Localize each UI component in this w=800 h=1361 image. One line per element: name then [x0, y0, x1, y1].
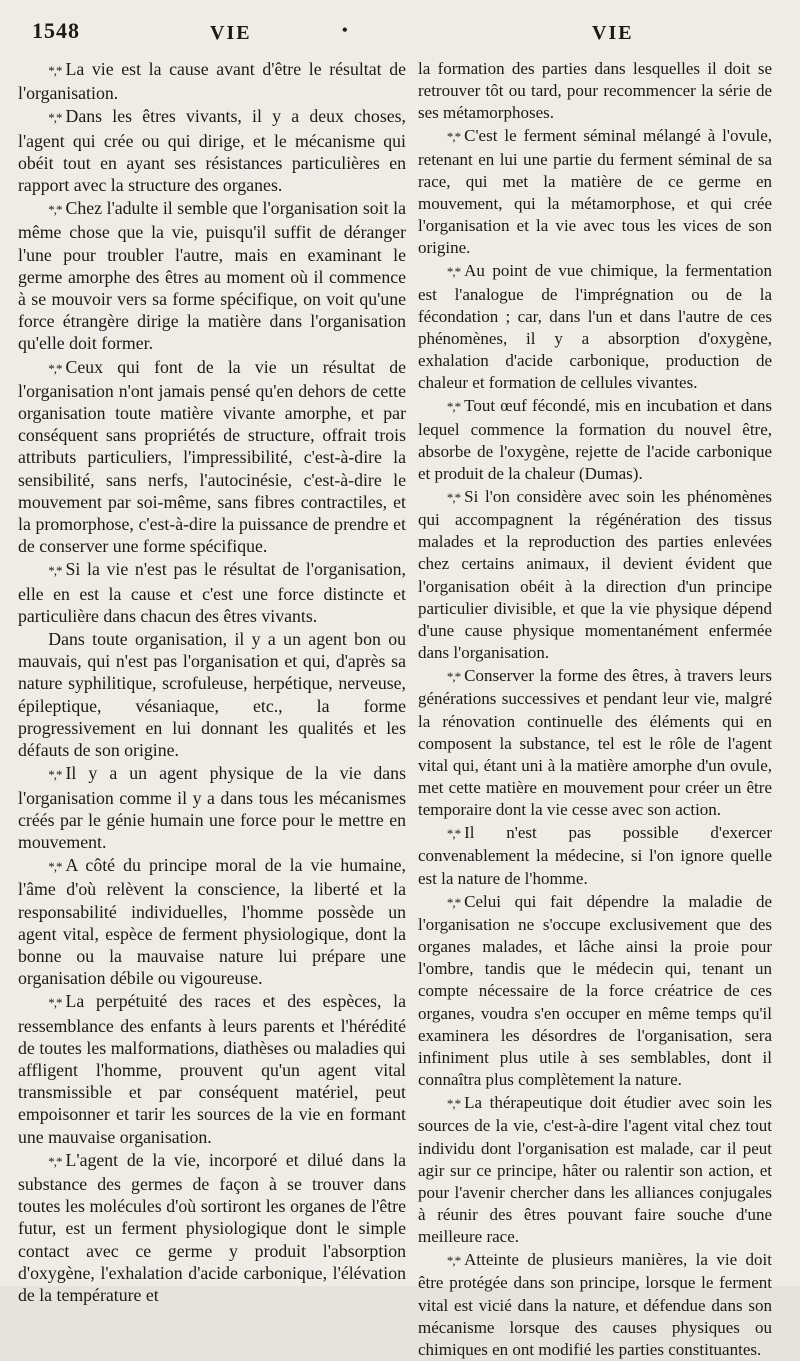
paragraph — [418, 260, 772, 394]
paragraph-text: Conserver la forme des êtres, à travers leurs générations successives et pendant leur vie, malgré la rénovation continuelle des éléments qui en composent la substance, tel est le rôle de l'agent vital qui, étant uni à la matière amorphe d'un ovule, met cette matière en mouvement pour créer un être temporaire dont la vie cesse avec son action. — [418, 666, 772, 820]
asterism-icon: *,* — [446, 399, 461, 415]
running-header — [32, 18, 780, 52]
paragraph-text: L'agent de la vie, incorporé et dilué dans la substance des germes de façon à se trouver dans toutes les molécules d'où sortiront les organes de l'être futur, est un ferment physiologique dont le simple contact avec ce germe y produit l'absorption d'oxygène, l'exhalation d'acide carbonique, l'élévation de la température et — [18, 1149, 406, 1305]
header-ornament: • — [342, 22, 348, 39]
paragraph — [18, 197, 406, 354]
paragraph — [18, 628, 406, 761]
asterism-icon: *,* — [48, 63, 62, 78]
paragraph — [18, 356, 406, 558]
paragraph — [18, 990, 406, 1147]
paragraph — [18, 762, 406, 853]
paragraph-text: la formation des parties dans lesquelles il doit se retrouver tôt ou tard, pour recommencer la série de ses métamorphoses. — [418, 59, 772, 123]
paragraph-text: C'est le ferment séminal mélangé à l'ovule, retenant en lui une partie du ferment séminal de sa race, qui met la matière de ce germe en mouvement, qui la métamorphose, et qui crée l'organisation et la vie avec tous les vices de son origine. — [418, 126, 772, 258]
asterism-icon: *,* — [48, 563, 62, 579]
paragraph-text: La perpétuité des races et des espèces, la ressemblance des enfants à leurs parents et l'hérédité de toutes les malformations, diathèses ou maladies qui affligent l'homme, prouvent qu'un agent vital transmissible et par conséquent matériel, peut empoisonner et tarir les sources de la vie en formant une mauvaise organisation. — [18, 991, 406, 1147]
paragraph — [418, 486, 772, 664]
paragraph — [18, 558, 406, 627]
asterism-icon: *,* — [446, 894, 461, 910]
asterism-icon: *,* — [446, 1253, 461, 1269]
left-column — [18, 58, 406, 1305]
paragraph — [418, 125, 772, 259]
paragraph-text: Dans les êtres vivants, il y a deux choses, l'agent qui crée ou qui dirige, et le mécanisme qui obéit tout en ayant ses résistances particulières en rapport avec la structure des organes. — [18, 106, 406, 196]
paragraph-text: Celui qui fait dépendre la maladie de l'organisation ne s'occupe exclusivement que des organes malades, et lâche ainsi la proie pour l'ombre, tandis que le médecin qui, tenant un compte nécessaire de la force créatrice de ces organes, voudra s'en occuper en même temps qu'il examinera les désordres de l'organisation, sera infiniment plus utile à ses semblables, dont il connaîtra plus complètement la nature. — [418, 891, 772, 1090]
asterism-icon: *,* — [48, 767, 62, 783]
right-column — [418, 58, 772, 1359]
asterism-icon: *,* — [48, 1153, 62, 1169]
paragraph-text: Il n'est pas possible d'exercer convenablement la médecine, si l'on ignore quelle est la nature de l'homme. — [418, 823, 772, 888]
paragraph — [18, 58, 406, 104]
paragraph — [418, 1249, 772, 1361]
paragraph — [18, 854, 406, 989]
asterism-icon: *,* — [446, 129, 461, 145]
paragraph-text: Il y a un agent physique de la vie dans l'organisation comme il y a dans tous les mécanismes créés par le génie humain une force pour le mettre en mouvement. — [18, 763, 406, 852]
asterism-icon: *,* — [48, 360, 62, 376]
paragraph-text: La thérapeutique doit étudier avec soin les sources de la vie, c'est-à-dire l'agent vital chez tout individu dont l'organisation est malade, car il peut agir sur ce principe, hâter ou ralentir son action, et pour l'avenir chercher dans les alliances conjugales à réunir des êtres pouvant faire souche d'une meilleure race. — [418, 1093, 772, 1247]
asterism-icon: *,* — [446, 669, 461, 685]
paragraph-text: Ceux qui font de la vie un résultat de l'organisation n'ont jamais pensé qu'en dehors de cette organisation toute matière vivante amorphe, et par conséquent sans propriétés de structure, offrait trois attributs particuliers, l'impressibilité, c'est-à-dire la sensibilité, sans nerfs, l'autocinésie, c'est-à-dire le mouvement par soi-même, sans fibres contractiles, et la promorphose, c'est-à-dire la puissance de prendre et de conserver une forme spécifique. — [18, 356, 406, 557]
running-head-left: VIE — [210, 22, 252, 44]
asterism-icon: *,* — [446, 489, 461, 505]
running-head-right: VIE — [592, 22, 634, 44]
paragraph — [418, 665, 772, 821]
asterism-icon: *,* — [48, 202, 62, 218]
asterism-icon: *,* — [48, 110, 62, 126]
paragraph-text: A côté du principe moral de la vie humaine, l'âme d'où relèvent la conscience, la liberté et la responsabilité individuelles, l'homme possède un agent vital, espèce de ferment physiologique, dont la bonne ou la mauvaise nature lui prépare une organisation débile ou vigoureuse. — [18, 855, 406, 989]
paragraph-text: Tout œuf fécondé, mis en incubation et dans lequel commence la formation du nouvel être, absorbe de l'oxygène, rejette de l'acide carbonique et produit de la chaleur (Dumas). — [418, 396, 772, 483]
paragraph — [418, 1092, 772, 1248]
paragraph-text: Dans toute organisation, il y a un agent bon ou mauvais, qui n'est pas l'organisation et qui, d'après sa nature syphilitique, scrofuleuse, herpétique, nerveuse, épileptique, vésaniaque, etc., la forme progressivement en lui donnant les qualités et les défauts de son origine. — [18, 629, 406, 761]
asterism-icon: *,* — [48, 995, 62, 1011]
paragraph — [418, 395, 772, 485]
paragraph — [418, 58, 772, 124]
page-number: 1548 — [32, 18, 80, 43]
asterism-icon: *,* — [446, 264, 461, 280]
asterism-icon: *,* — [446, 826, 461, 842]
paragraph — [418, 891, 772, 1091]
paragraph-text: Si la vie n'est pas le résultat de l'organisation, elle en est la cause et c'est une force distincte et particulière dans chacun des êtres vivants. — [18, 559, 406, 626]
asterism-icon: *,* — [446, 1096, 461, 1112]
paragraph-text: Chez l'adulte il semble que l'organisation soit la même chose que la vie, puisqu'il suffit de déranger l'une pour troubler l'autre, mais en examinant le germe amorphe des êtres au moment où il commence à se mouvoir vers sa forme spécifique, on voit qu'une force étrangère dirige la matière dans l'organisation qu'elle doit former. — [18, 198, 406, 354]
paragraph-text: Atteinte de plusieurs manières, la vie doit être protégée dans son principe, lorsque le ferment vital est vicié dans la nature, et défendue dans son mécanisme lorsque des causes physiques ou chimiques en ont modifié les parties constituantes. — [418, 1250, 772, 1359]
paragraph — [18, 1149, 406, 1306]
paragraph-text: Au point de vue chimique, la fermentation est l'analogue de l'imprégnation ou de la fécondation ; car, dans l'un et dans l'autre de ces phénomènes, il y a absorption d'oxygène, exhalation d'acide carbonique, production de chaleur et formation de cellules vivantes. — [418, 261, 772, 393]
paragraph — [418, 822, 772, 889]
paragraph-text: La vie est la cause avant d'être le résultat de l'organisation. — [18, 59, 406, 104]
asterism-icon: *,* — [48, 859, 62, 875]
paragraph-text: Si l'on considère avec soin les phénomènes qui accompagnent la régénération des tissus malades et la reproduction des parties enlevées chez certains animaux, il devient évident que l'organisation obéit à la direction d'un principe particulier divisible, et que la vie physique dépend d'une cause physique momentanément enfermée dans l'organisation. — [418, 486, 772, 663]
paragraph — [18, 105, 406, 196]
